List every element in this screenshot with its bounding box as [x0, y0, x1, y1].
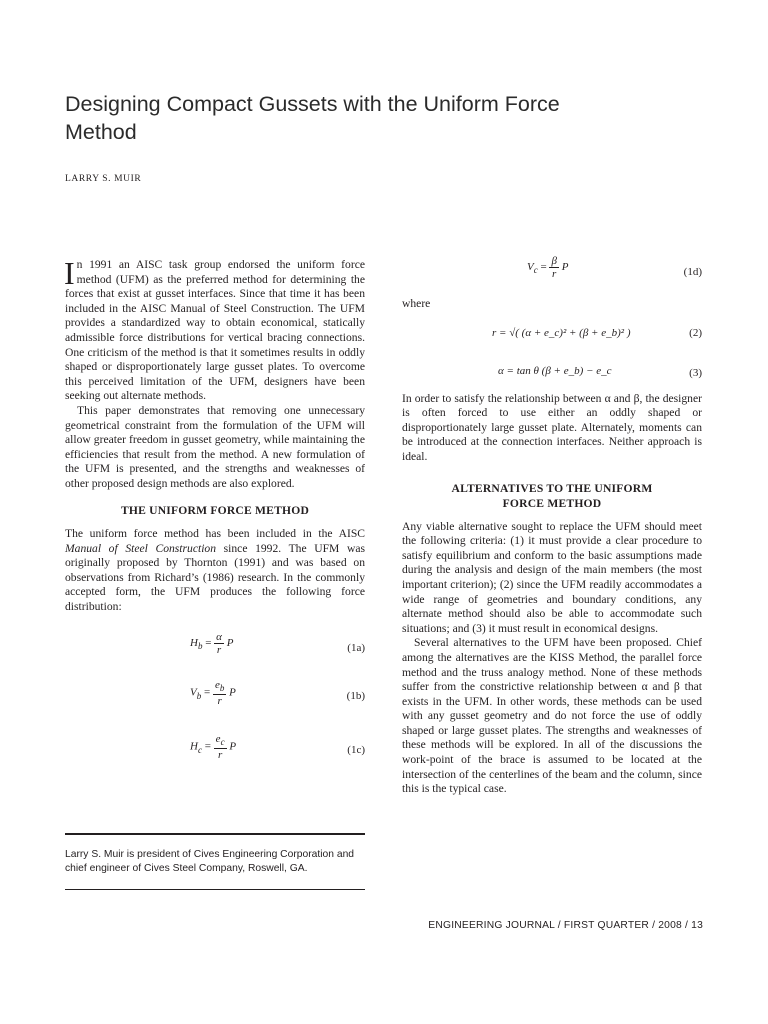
- drop-cap: I: [64, 255, 75, 291]
- eq1b-lhs: V: [190, 686, 197, 699]
- eq1c-number: (1c): [347, 743, 365, 756]
- footnote-bottom-rule: [65, 889, 365, 890]
- eq1c-numerator-sub: c: [220, 736, 225, 747]
- eq1b-p: P: [229, 686, 236, 699]
- eq1a-numerator: α: [216, 630, 222, 643]
- section2-paragraph-2: Several alternatives to the UFM have been proposed. Chief among the alternatives are the KISS Method, the parallel force method and the truss analogy method. None of these methods suffer from the constrictive relationship between α and β that exists in the UFM. In other words, these methods can be used with any gusset geometry and do not force the use of oddly shaped or large gusset plates. The strengths and weaknesses of these methods will be explored. In all of the discussions the work-point of the brace is assumed to be located at the intersection of the centerlines of the beam and the column, since this is the typical case.: [402, 636, 702, 796]
- eq1b-numerator: e: [214, 678, 220, 691]
- eq1a-lhs-sub: b: [197, 640, 203, 651]
- intro-paragraph-1-text: n 1991 an AISC task group endorsed the uniform force method (UFM) as the preferred method for determining the forces that exist at gusset interfaces. Since that time it has been included in the AISC Manual of Steel Construction. The UFM provides a standardized way to obtain economical, statically admissible force distributions for vertical bracing connections. One criticism of the method is that it sometimes results in oddly shaped or disproportionately large gusset plates. To overcome this perceived limitation of the UFM, designers have been seeking out alternate methods.: [65, 258, 365, 403]
- eq1d-numerator: β: [551, 255, 557, 267]
- section-heading-alternatives: [402, 481, 702, 511]
- equation-1a: $H_b$ = $\frac{\alpha}{r}$ P (1a): [190, 630, 365, 656]
- eq1b-number: (1b): [346, 689, 365, 702]
- eq1d-lhs-sub: c: [533, 265, 538, 276]
- left-column: [64, 255, 365, 773]
- intro-paragraph-2: This paper demonstrates that removing one unnecessary geometrical constraint from the formulation of the UFM will allow greater freedom in gusset geometry, while maintaining the efficiencies that result from the method. A new formulation of the UFM is presented, and the strengths and weaknesses of other proposed design methods are also explored.: [65, 403, 365, 490]
- eq1c-p: P: [229, 740, 237, 753]
- eq1c-lhs-sub: c: [197, 744, 202, 755]
- author-footnote: Larry S. Muir is president of Cives Engineering Corporation and chief engineer of Cives Steel Company, Roswell, GA.: [65, 849, 355, 874]
- eq1d-number: (1d): [683, 266, 702, 278]
- right-paragraph-1: In order to satisfy the relationship between α and β, the designer is often forced to use either an oddly shaped or disproportionately large gusset plate. Alternately, moments can be introduced at the connection interfaces. Neither approach is ideal.: [402, 391, 702, 463]
- section-heading-ufm: THE UNIFORM FORCE METHOD: [120, 503, 310, 517]
- section1-paragraph: [65, 527, 365, 615]
- eq1c-denominator: r: [217, 748, 223, 761]
- eq1b-lhs-sub: b: [196, 690, 202, 701]
- eq1a-denominator: r: [216, 643, 222, 656]
- section2-heading-line2: FORCE METHOD: [502, 496, 602, 510]
- equation-3: [402, 358, 702, 392]
- eq3-expression: α = tan θ (β + e_b) − e_c: [498, 364, 612, 377]
- eq1d-p: P: [561, 261, 569, 274]
- equation-1c: $H_c$ = $\frac{e_c}{r}$ P (1c): [190, 732, 365, 761]
- section2-heading-line1: ALTERNATIVES TO THE UNIFORM: [451, 481, 653, 495]
- manual-title-italic: Manual of Steel Construction: [65, 541, 217, 555]
- eq2-expression: r = √( (α + e_c)² + (β + e_b)² ): [492, 326, 631, 339]
- eq1d-denominator: r: [552, 268, 557, 280]
- where-label: where: [402, 297, 431, 310]
- eq3-number: (3): [689, 366, 702, 379]
- section2-paragraph-1: Any viable alternative sought to replace the UFM should meet the following criteria: (1) it must provide a clear procedure to satisfy equilibrium and conform to the basic assumptions made during the analysis and design of the main members (the most important criterion); (2) since the UFM readily accommodates a wide range of geometries and boundary conditions, any alternate method should also be able to accommodate such situations; and (3) it must result in economical designs.: [402, 519, 702, 635]
- eq1a-number: (1a): [347, 641, 365, 654]
- eq2-number: (2): [689, 326, 702, 339]
- article-title: Designing Compact Gussets with the Uniform Force Method: [65, 92, 560, 144]
- eq1a-lhs: H: [190, 636, 198, 649]
- section1-text-a: The uniform force method has been included in the AISC: [65, 527, 365, 541]
- eq1a-p: P: [226, 636, 234, 649]
- equation-1b: $V_b$ = $\frac{e_b}{r}$ P (1b): [190, 678, 365, 707]
- author-name: LARRY S. MUIR: [65, 174, 142, 184]
- eq1b-numerator-sub: b: [219, 682, 225, 693]
- eq1d-lhs: V: [527, 261, 534, 274]
- eq1b-denominator: r: [217, 694, 222, 707]
- footnote-top-rule: [65, 833, 365, 835]
- eq1c-lhs: H: [190, 740, 198, 753]
- intro-paragraph-1: [64, 255, 365, 404]
- right-column: [402, 255, 702, 797]
- page-footer: ENGINEERING JOURNAL / FIRST QUARTER / 2008 / 13: [428, 920, 703, 931]
- equation-1d: $V_c$ = $\frac{\beta}{r}$ P (1d): [527, 255, 702, 280]
- equation-2: [402, 322, 702, 358]
- section1-text-b: since 1992. The UFM was originally proposed by Thornton (1991) and was based on observations from Richard’s (1986) research. In the commonly accepted form, the UFM produces the following force distribution:: [65, 541, 365, 614]
- eq1c-numerator: e: [215, 732, 221, 745]
